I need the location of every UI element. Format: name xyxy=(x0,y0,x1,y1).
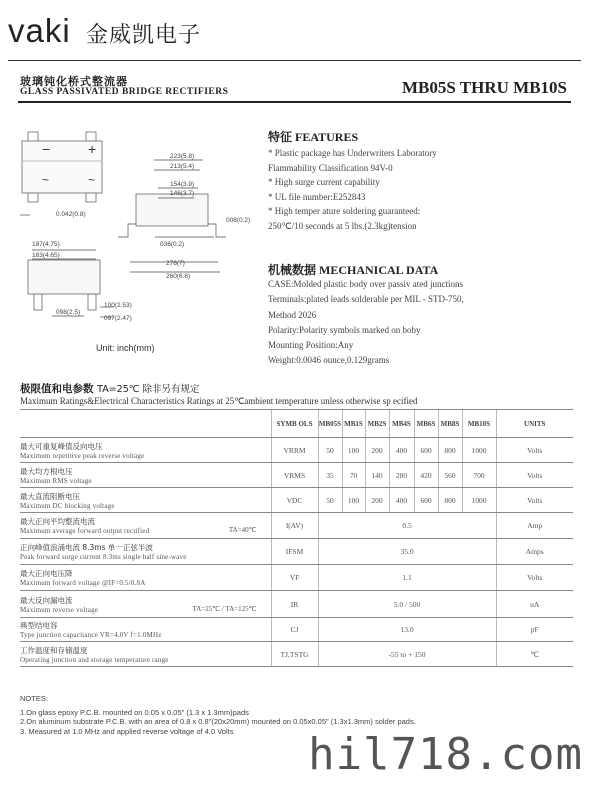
symbol-cell: VF xyxy=(271,565,318,591)
note-line: 3. Measured at 1.0 MHz and applied reverse voltage of 4.0 Volts xyxy=(20,726,234,736)
param-cell: 最大正向平均整流电流 Maximum average forward output rectified TA=40℃ xyxy=(20,513,271,539)
unit-cell: Volts xyxy=(496,438,573,463)
dim-label: 097(2.47) xyxy=(104,315,132,322)
subtitle-en: GLASS PASSIVATED BRIDGE RECTIFIERS xyxy=(20,87,229,97)
note-line: 2.On aluminum substrate P.C.B. with an area of 0.8 x 0.8"(20x20mm) mounted on 0.05x0.05" (1.3x1.3mm) solder pads. xyxy=(20,717,416,727)
feature-line: * High surge current capability xyxy=(268,177,380,187)
symbol-cell: IFSM xyxy=(271,539,318,565)
header-rule xyxy=(8,60,581,61)
unit-cell: Volts xyxy=(496,463,573,488)
notes-title: NOTES: xyxy=(20,694,48,703)
mechanical-line: Mounting Position:Any xyxy=(268,340,354,351)
table-row xyxy=(20,618,573,642)
ratings-title-cn: 极限值和电参数 xyxy=(20,383,94,395)
dim-label: 276(7) xyxy=(166,260,185,267)
symbol-cell: I(AV) xyxy=(271,513,318,539)
minus-symbol: − xyxy=(42,141,51,157)
table-header-row xyxy=(20,410,573,438)
tilde-symbol-right: ~ xyxy=(88,173,96,187)
mechanical-line: Terminals:plated leads solderable per MIL - STD-750, xyxy=(268,294,464,305)
value-cell: 200 xyxy=(365,488,389,513)
value-cell: 420 xyxy=(414,463,438,488)
value-cell: 100 xyxy=(342,438,365,463)
value-cell: 13.0 xyxy=(318,618,496,642)
subtitle-cn: 玻璃钝化桥式整流器 xyxy=(20,75,128,88)
dim-label: 183(4.65) xyxy=(32,252,60,259)
feature-line: * High temper ature soldering guaranteed: xyxy=(268,206,421,216)
mechanical-line: Weight:0.0046 ounce,0.129grams xyxy=(268,355,390,366)
ratings-heading-cn xyxy=(20,381,199,396)
package-outline-diagram xyxy=(18,112,260,342)
value-cell: 1.1 xyxy=(318,565,496,591)
value-cell: 35 xyxy=(318,463,342,488)
value-cell: 280 xyxy=(389,463,414,488)
unit-cell: Amps xyxy=(496,539,573,565)
unit-cell: Amp xyxy=(496,513,573,539)
param-cell: 最大反向漏电流 Maximum reverse voltage TA=25℃ / TA=125℃ xyxy=(20,591,271,618)
header-cell: MB6S xyxy=(414,410,438,438)
value-cell: 50 xyxy=(318,438,342,463)
value-cell: 400 xyxy=(389,438,414,463)
unit-cell: uA xyxy=(496,591,573,618)
value-cell: 600 xyxy=(414,488,438,513)
features-title-cn: 特征 xyxy=(268,130,293,144)
mechanical-title-en: MECHANICAL DATA xyxy=(319,263,439,277)
header-cell: UNITS xyxy=(496,410,573,438)
header-cell: SYMB OLS xyxy=(271,410,318,438)
features-heading xyxy=(268,128,358,145)
value-cell: 5.0 / 500 xyxy=(318,591,496,618)
table-row xyxy=(20,513,573,539)
value-cell: 200 xyxy=(365,438,389,463)
feature-line: 250℃/10 seconds at 5 lbs.(2.3kg)tension xyxy=(268,220,417,231)
mechanical-line: Method 2026 xyxy=(268,309,317,320)
logo-text: vaki xyxy=(8,12,71,49)
mechanical-list xyxy=(268,277,573,369)
ratings-condition: TA=25℃ 除非另有规定 xyxy=(97,384,200,395)
value-cell: 1000 xyxy=(462,438,496,463)
value-cell: 400 xyxy=(389,488,414,513)
part-range-title: MB05S THRU MB10S xyxy=(402,78,567,97)
mechanical-line: CASE:Molded plastic body over passiv ated junctions xyxy=(268,279,463,289)
param-cell: 最大正向电压降 Maximum forward voltage @IF=0.5/0.8A xyxy=(20,565,271,591)
feature-line: Flammability Classification 94V-0 xyxy=(268,162,393,173)
ratings-heading-en: Maximum Ratings&Electrical Characteristics Ratings at 25℃ambient temperature unless otherwise sp ecified xyxy=(20,396,418,406)
dim-label: 008(0.2) xyxy=(226,217,251,224)
unit-note: Unit: inch(mm) xyxy=(96,343,155,353)
mechanical-line: Polarity:Polarity symbols marked on boby xyxy=(268,324,421,335)
ratings-table xyxy=(20,409,573,667)
logo-company-name: 金威凯电子 xyxy=(86,23,202,48)
table-row xyxy=(20,488,573,513)
header-cell xyxy=(20,410,271,438)
mechanical-heading xyxy=(268,261,438,278)
title-rule xyxy=(18,101,571,103)
features-list xyxy=(268,146,573,233)
dim-label: 098(2.5) xyxy=(56,309,81,316)
value-cell: 50 xyxy=(318,488,342,513)
dim-label: 187(4.75) xyxy=(32,241,60,248)
feature-line: * Plastic package has Underwriters Laboratory xyxy=(268,148,437,158)
unit-cell: Volts xyxy=(496,488,573,513)
table-row xyxy=(20,591,573,618)
table-row xyxy=(20,438,573,463)
value-cell: 70 xyxy=(342,463,365,488)
header-cell: MB8S xyxy=(438,410,462,438)
param-cell: 最大均方根电压 Maximum RMS voltage xyxy=(20,463,271,488)
dim-label: 213(5.4) xyxy=(170,163,195,170)
table-row xyxy=(20,642,573,667)
unit-cell: pF xyxy=(496,618,573,642)
param-cell: 正向峰值浪涌电流 8.3ms 单一正弦半波 Peak forward surge current 8.3ms single half sine-wave xyxy=(20,539,271,565)
table-row xyxy=(20,539,573,565)
symbol-cell: VDC xyxy=(271,488,318,513)
value-cell: 700 xyxy=(462,463,496,488)
symbol-cell: VRRM xyxy=(271,438,318,463)
watermark: hil718.com xyxy=(308,729,583,780)
plus-symbol: + xyxy=(88,141,97,157)
note-line: 1.On glass epoxy P.C.B. mounted on 0.05 x 0.05" (1.3 x 1.3mm)pads xyxy=(20,707,249,717)
table-row xyxy=(20,565,573,591)
value-cell: 140 xyxy=(365,463,389,488)
table-row xyxy=(20,463,573,488)
header-cell: MB4S xyxy=(389,410,414,438)
value-cell: 0.5 xyxy=(318,513,496,539)
tilde-symbol-left: ~ xyxy=(42,173,50,187)
param-cell: 典型结电容 Type junction capacitance VR=4.0V f=1.0MHz xyxy=(20,618,271,642)
symbol-cell: VRMS xyxy=(271,463,318,488)
header-cell: MB1S xyxy=(342,410,365,438)
param-cell: 最大直流阻断电压 Maximum DC blocking voltage xyxy=(20,488,271,513)
value-cell: -55 to + 150 xyxy=(318,642,496,667)
dim-label: 100(2.53) xyxy=(104,302,132,309)
value-cell: 1000 xyxy=(462,488,496,513)
dim-label: 0.042(0.8) xyxy=(56,211,86,218)
mechanical-title-cn: 机械数据 xyxy=(268,263,317,277)
unit-cell: ℃ xyxy=(496,642,573,667)
symbol-cell: IR xyxy=(271,591,318,618)
dim-label: 146(3.7) xyxy=(170,190,195,197)
dim-label: 223(5.8) xyxy=(170,153,195,160)
value-cell: 100 xyxy=(342,488,365,513)
header-cell: MB2S xyxy=(365,410,389,438)
value-cell: 560 xyxy=(438,463,462,488)
value-cell: 800 xyxy=(438,488,462,513)
value-cell: 35.0 xyxy=(318,539,496,565)
symbol-cell: CJ xyxy=(271,618,318,642)
param-cell: 工作温度和存储温度 Operating junction and storage temperature range xyxy=(20,642,271,667)
value-cell: 600 xyxy=(414,438,438,463)
header-cell: MB05S xyxy=(318,410,342,438)
value-cell: 800 xyxy=(438,438,462,463)
param-cell: 最大可重复峰值反向电压 Maximum repetitive peak reverse voltage xyxy=(20,438,271,463)
feature-line: * UL file number:E252843 xyxy=(268,191,366,202)
dim-label: 260(6.6) xyxy=(166,273,191,280)
header-cell: MB10S xyxy=(462,410,496,438)
dim-label: 036(0.2) xyxy=(160,241,185,248)
symbol-cell: TJ,TSTG xyxy=(271,642,318,667)
dim-label: 154(3.9) xyxy=(170,181,195,188)
unit-cell: Volts xyxy=(496,565,573,591)
features-title-en: FEATURES xyxy=(295,130,359,144)
